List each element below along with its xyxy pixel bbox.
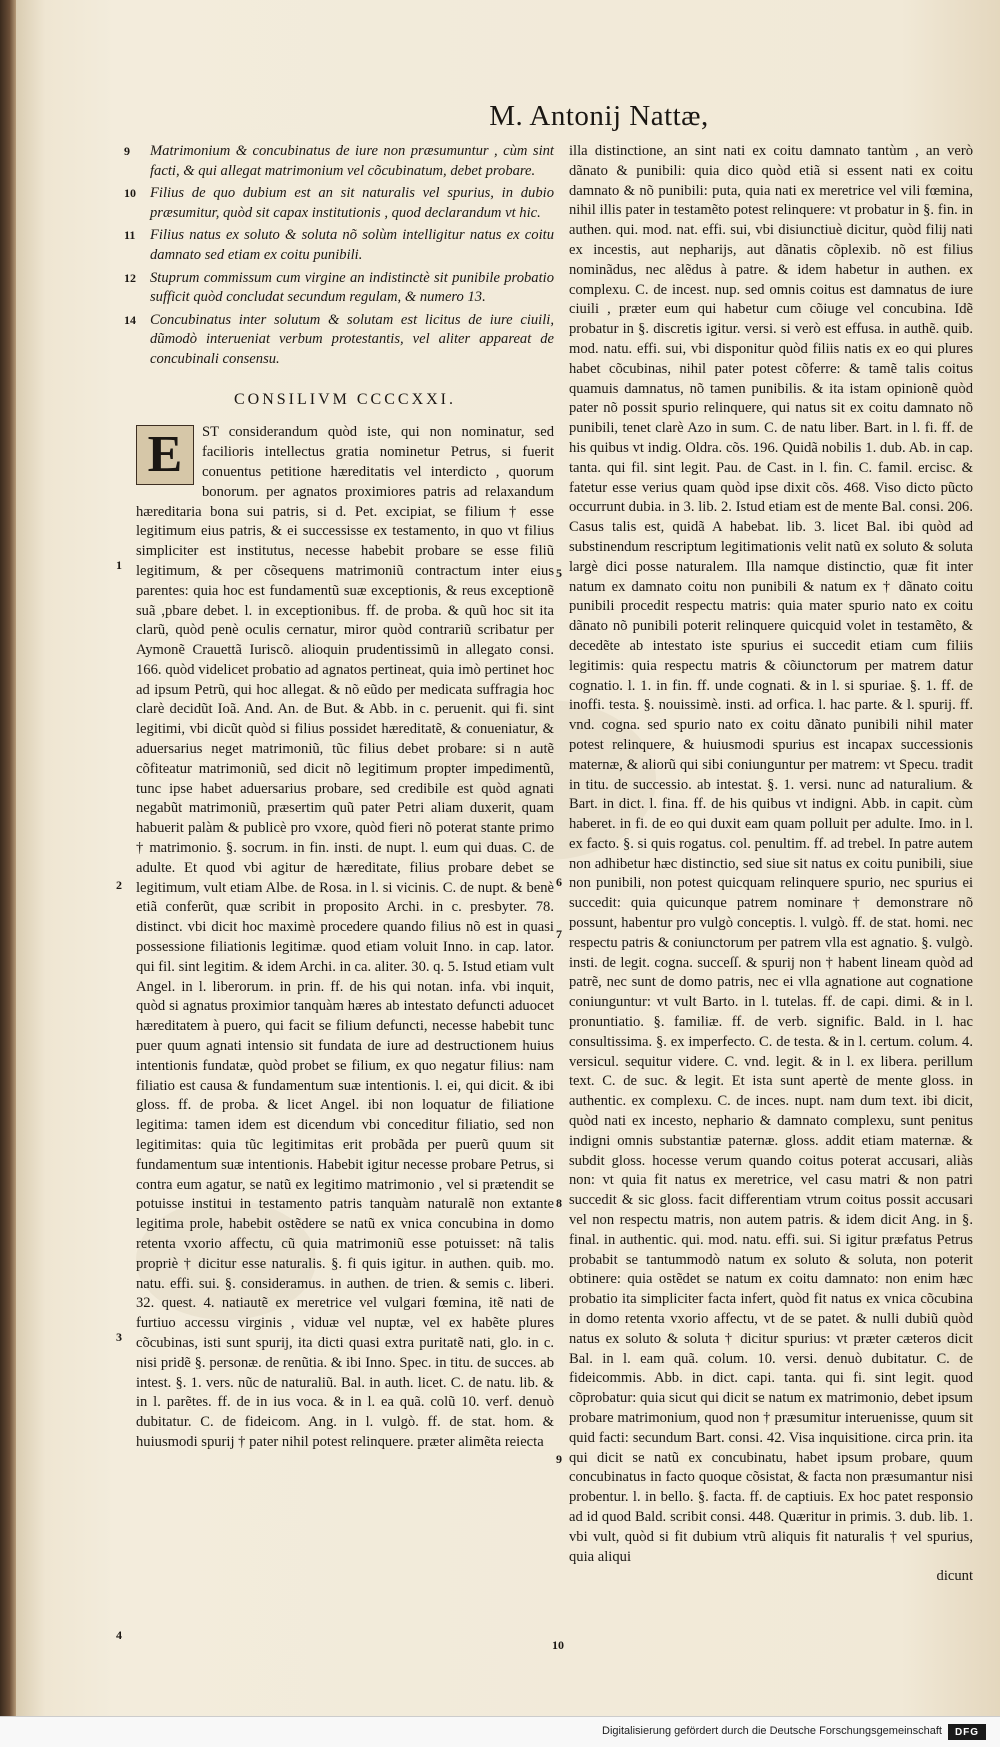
margin-number: 1 — [116, 558, 122, 572]
summary-number: 10 — [124, 186, 136, 201]
summary-list — [124, 142, 554, 370]
margin-number: 8 — [556, 1196, 562, 1210]
summary-number: 14 — [124, 312, 136, 327]
summary-text: Filius de quo dubium est an sit naturalis vel spurius, in dubio præsumitur, quòd sit capax institutionis , quod declarandum vt hic. — [150, 185, 554, 221]
running-head: M. Antonij Nattæ, — [489, 100, 709, 132]
summary-text: Concubinatus inter solutum & solutam est licitus de iure ciuili, dũmodò interueniat verbum protestantis, vel aliter appareat de concubinali consensu. — [150, 311, 554, 367]
left-body — [136, 423, 554, 1452]
summary-item — [124, 226, 554, 265]
margin-number: 6 — [556, 875, 562, 889]
summary-item — [124, 311, 554, 370]
consilium-heading: CONSILIVM CCCCXXI. — [233, 390, 456, 408]
left-column — [124, 142, 554, 1453]
dfg-logo: DFG — [948, 1724, 986, 1740]
margin-number: 7 — [556, 927, 562, 941]
margin-number: 5 — [556, 566, 562, 580]
footer-bar — [0, 1716, 1000, 1747]
margin-number: 10 — [552, 1638, 564, 1652]
margin-number: 9 — [556, 1452, 562, 1466]
summary-text: Stuprum commissum cum virgine an indistinctè sit punibile probatio sufficit quòd concludat secundum regulam, & numero 13. — [150, 269, 554, 306]
summary-number: 9 — [124, 144, 130, 158]
footer-credit: Digitalisierung gefördert durch die Deutsche Forschungsgemeinschaft — [602, 1725, 942, 1737]
summary-text: Filius natus ex soluto & soluta nõ solùm intelligitur natus ex coitu damnato sed etiam ex coitu punibili. — [150, 227, 554, 263]
right-column — [569, 142, 973, 1587]
catchword: dicunt — [936, 1568, 973, 1585]
summary-item — [124, 142, 554, 181]
left-body-text: ST considerandum quòd iste, qui non nominatur, sed facilioris intellectus gratia nominetur Petrus, si fuerit conuentus petitione hæreditatis vel interdicto , quorum bonorum. per agnatos proximiores patris ad relaxandum hæreditaria bona sui patris, si d. Pet. excipiat, se filium † esse legitimum eius patris, & ei successisse ex testamento, in quo vt filius simpliciter est institutus, necesse habebit probare se esse filiũ legitimum, & per cõsequens matrimoniũ contractum inter eius parentes: quia hoc est fundamentũ suæ exceptionis, & reus exceptionẽ suã ,pbare debet. l. in exceptionibus. ff. de proba. & quũ hoc sit ita clarũ, quòd penè oculis cernatur, miror quòd contrariũ scribatur per Aymonẽ Crauettã Iuriscõ. alioquin prudentissimũ in allegato consi. 166. quòd videlicet probatio ad agnatos pertineat, quia imò pertinet hoc ad ipsum Petrũ, qui hoc allegat. & nõ eũdo per medicata suffragia hoc clarè decidũt Ioã. And. An. de But. & Abb. in c. peruenit. qui fi. sint legitimi, vbi dicũt quòd si filius possidet hæreditatẽ, & conueniatur, & aduersarius neget matrimoniũ, tũc filius debet probare: si n autẽ cõfiteatur matrimoniũ, sed dicit nõ legitimum propter impedimentũ, tunc ipse habet aduersarius probare, sed credibile est quòd agnati negabũt matrimoniũ, præsertim quũ pater Petri aliam duxerit, quam habuerit palàm & publicè pro vxore, quòd fieri nõ poterat stante primo † matrimonio. §. socrum. in fin. insti. de nupt. l. eum qui duas. C. de adulte. Et quod vbi agitur de hæreditate, filius probare debet se legitimum, vult etiam Albe. de Rosa. in l. si vicinis. C. de nupt. & benè etiã conferũt, quæ scribit in proposito Archi. in c. presbyter. 78. distinct. vbi dicit hoc maximè procedere quando filius nõ est in quasi possessione filiationis legitimæ. quod etiam voluit Inno. in cap. lator. qui fil. sint legitim. & idem Archi. in ca. aliter. 30. q. 5. Istud etiam vult Angel. in l. liberorum. in prin. ff. de his qui notan. infa. vbi inquit, quòd si agnatus proximior tanquàm hæres ab intestato defuncti aduocet hæreditatem à puero, qui facit se filium defuncti, necesse habebit tunc puer quum agnati intensio sit fundata de iure ad destructionem huius intentionis fundatæ, quòd probet se filium, ex quo negatur filius: nam filiatio est causa & fundamentum suæ intentionis. l. ei, qui dicit. & ibi gloss. ff. de proba. & licet Angel. ibi non loquatur de filiatione legitima: tamen idem est dicendum vbi conceditur filiatio, sed non legitimitas: quia tũc legitimitas erit probãda per puerũ quum sit fundamentum suæ intentionis. Habebit igitur necesse probare Petrus, si contra eum agatur, se natũ ex legitimo matrimonio , vel si prætendit se potuisse institui in testamento patris tanquàm naturalẽ non extante legitima prole, habebit ostẽdere se natũ ex vnica concubina in domo retenta vxorio affectu, cũ quia matrimoniũ esse potuisset: nã talis propriè † dicitur esse naturalis. §. fi quis igitur. in authen. quib. mo. natu. effi. sui. §. consideramus. in authen. de trien. & semis c. liberi. 32. quest. 4. natiautẽ ex meretrice vel vulgari fœmina, itẽ nati de furtiuo accessu virginis , viduæ vel nuptæ, vel ex habẽte plures cõcubinas, isti sunt spurij, ita dicti quasi extra puritatẽ nati, glo. in c. nisi pridẽ §. personæ. de renũtia. & ibi Inno. Spec. in titu. de succes. ab intest. §. 1. vers. nũc de naturaliũ. Bal. in auth. licet. C. de natu. lib. & in l. parẽtes. ff. de in ius voca. & in l. ea quã. colũ 10. verf. denuò dubitatur. C. de fideicom. Ang. in l. vulgò. ff. de stat. hom. & huiusmodi spurij † pater nihil potest relinquere. præter alimẽta reiecta — [136, 424, 554, 1450]
summary-item — [124, 269, 554, 308]
margin-number: 4 — [116, 1628, 122, 1642]
right-body-text: illa distinctione, an sint nati ex coitu damnato tantùm , an verò dãnato & punibili: quia dico quòd etiã si essent nati ex coitu damnato & nõ punibili: puta, quia nati ex meretrice vel vili fœmina, nihil illis pater in testamẽto potest relinquere: vt probatur in §. fin. in authen. qui. mod. nat. effi. sui, vbi disiunctiuè dicitur, quòd filij nati ex incestis, aut nepharijs, aut dãnatis cõplexib. nõ est filius nominãdus, nec alẽdus à patre. & idem habetur in authen. ex complexu. C. de incest. nup. sed omnis coitus est damnatus de iure ciuili , præter eum qui habetur cum cõiuge vel concubina. Idẽ probatur in §. discretis igitur. versi. si verò est effusa. in authẽ. quib. mod. natu. effi. sui, vbi disponitur quòd filiis natis ex eo qui plures habet cõcubinas, nihil pater potest cõferre: & tamẽ talis coitus quamuis damnatus, nõ tamen punibilis. & ita istam opinionẽ quòd pater nõ possit spurio relinquere, qui natus sit ex coitu damnato nõ punibili, tenet clarè Azo in sum. C. de natu liber. Bart. in l. fi. ff. de his quibus vt indig. Oldra. cõs. 196. Quidã nobilis 1. dub. Ab. in cap. tanta. qui fil. sint legit. Pau. de Cast. in l. fin. C. famil. ercisc. & fatetur esse verius quam quòd ipse dixit cõs. 468. Viso dicto pũcto occurrunt dubia. in 3. lib. 2. Istud etiam est de mente Bal. consi. 206. Casus talis est, quidã A habebat. lib. 3. licet Bal. ibi quòd ad substinendum rescriptum legitimationis velit natũ ex soluto & soluta largè dici posse naturalem. Illa namque distinctio, quæ fit inter natum ex damnato coitu non punibili & natum ex † dãnato coitu punibili procedit respectu matris: quia mater spurio nato ex coitu dãnato nõ punibili poterit relinquere quicquid volet in testamẽto, & decedẽte ab intestato iste spurius ei succedit etiam cum filiis legitimis: quia respectu matris & cõiunctorum per matrem datur cognatio. l. 1. in fin. ff. unde cognati. & in l. si spuriae. §. 1. ff. de inoffi. testa. §. nouissimè. insti. ad orfica. l. hac parte. & l. spurij. ff. vnd. cogna. sed spurio nato ex coitu dãnato punibili nihil mater potest relinquere, & huiusmodi spurius est incapax successionis maternæ, & aliorũ qui sibi coniunguntur per matrem: vt Specu. tradit in titu. de successio. ab intestat. §. 1. versi. nunc ad naturalium. & Bart. in dict. l. fina. ff. de his quibus vt indigni. Abb. in capit. cùm haberet. in fi. de eo qui duxit eam quam polluit per adulte. Imo. in l. ex facto. §. si quis rogatus. col. penultim. ff. ad trebel. In patre autem non adhibetur hæc distinctio, sed siue sit natus ex coitu punibili, siue non punibili, non potest quicquam relinquere spurio, nec spurius ei succedit: quia quicunque patrem nominare † demonstrare nõ possunt, habentur pro vulgò conceptis. l. vulgò. ff. de stat. homi. nec respectu patris & coniunctorum per patrem vlla est agnatio. §. vulgò. insti. de legit. cogna. succeſſ. & spurij non † habent lineam quòd ad patrẽ, nec sunt de domo patris, nec ei vlla agnatione aut cognatione coniunguntur: vt vult Barto. in l. tutelas. ff. de capi. dimi. & in l. pronuntiatio. §. familiæ. ff. de verb. signific. Bald. in l. hac consultissima. §. ex imperfecto. C. de testa. & in l. certum. colum. 4. versicul. sequitur videre. C. vnd. legit. & in l. ex libera. perillum text. C. de suc. & legit. Et ista sunt apertè de mente gloss. in authentic. ex complexu. C. de inces. nupt. nam dum text. ibi dicit, quòd nati ex incesto, nephario & damnato complexu, sunt penitus indigni omnis substantiæ paternæ. gloss. addit etiam maternæ. & subdit gloss. hocesse verum quando coitus poterat accusari, aliàs non: vt quia fit natus ex meretrice, vel casu matri & non patri succedit & sic gloss. facit differentiam vtrum coitus possit accusari vel non respectu matris, non autem patris. & idem dicit Ang. in §. final. in authentic. qui. mod. natu. effi. sui. Si igitur præfatus Petrus probabit se tantummodò natum ex soluto & soluta, non poterit obtinere: quia ostẽdet se natum ex coitu damnato: non enim hæc probatio ita simpliciter facta infert, quòd fit natus ex vnica cõcubina in domo retenta vxorio affectu, vt de se patet. & nulli dubiũ quòd natus ex soluto & soluta † dicitur spurius: vt præter cæteros dicit Bal. in l. eam quã. colum. 10. versi. denuò dubitatur. C. de fideicommis. Abb. in dict. capi. tanta. qui fi. sint legit. quod cõprobatur: quia sicut qui dicit se natum ex matrimonio, debet ipsum probare matrimonium, quod non † præsumitur interuenisse, quum sit quid facti: secundum Bart. consi. 42. Visa inquisitione. circa prin. ita qui dicit se natũ ex concubinatu, habet ipsum probare, quum concubinatus in facto quoque cõsistat, & facta non præsumantur nisi probentur. l. in bello. §. facta. ff. de captiuis. Ex hoc patet responsio ad id quod Bald. scribit consi. 448. Quæritur in primis. 3. dub. lib. 1. vbi vult, quòd si fit dubium vtrũ aliquis fit naturalis † vel spurius, quia aliqui — [569, 143, 973, 1565]
margin-number: 2 — [116, 878, 122, 892]
margin-number: 3 — [116, 1330, 122, 1344]
summary-number: 11 — [124, 228, 136, 243]
summary-number: 12 — [124, 270, 136, 285]
summary-text: Matrimonium & concubinatus de iure non præsumuntur , cùm sint facti, & qui allegat matrimonium vel cõcubinatum, debet probare. — [150, 143, 554, 179]
decorated-initial: E — [136, 425, 194, 485]
summary-item — [124, 184, 554, 223]
book-binding-edge — [0, 0, 16, 1716]
